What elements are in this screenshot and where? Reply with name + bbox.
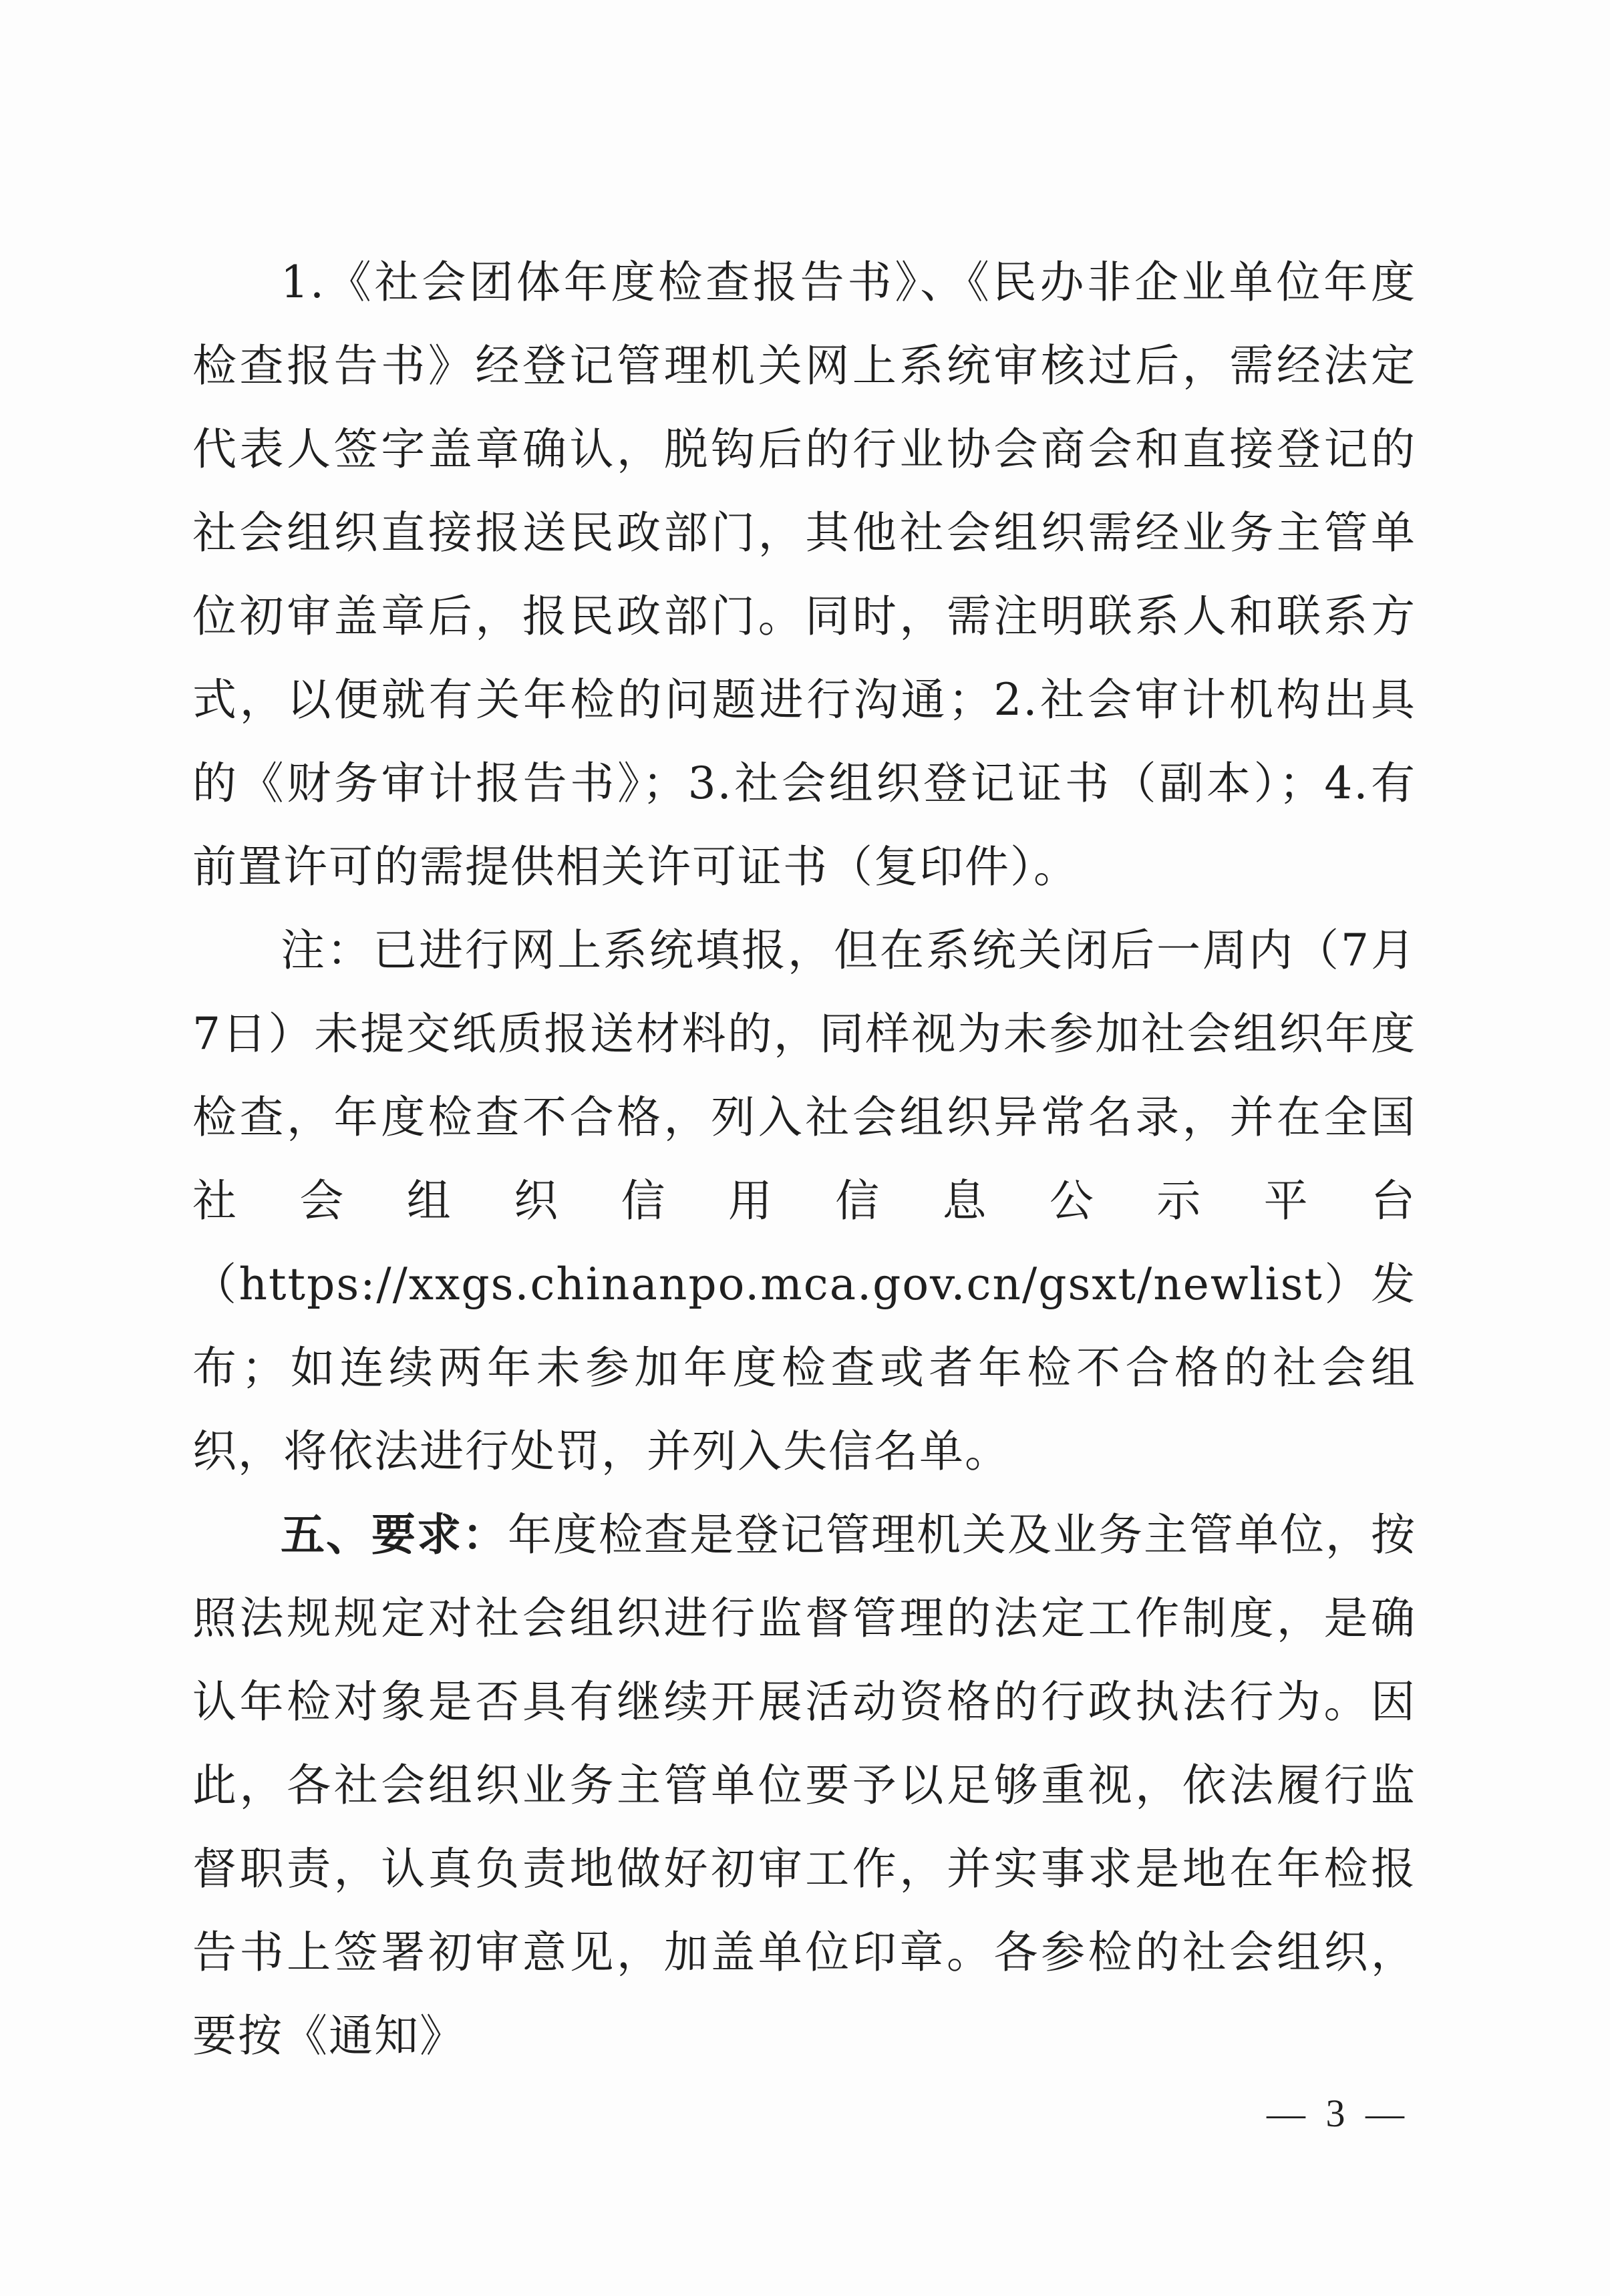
paragraph-requirements [192, 1493, 1416, 2078]
paragraph-materials: 1.《社会团体年度检查报告书》、《民办非企业单位年度检查报告书》经登记管理机关网上系统审核过后，需经法定代表人签字盖章确认，脱钩后的行业协会商会和直接登记的社会组织直接报送民政部门，其他社会组织需经业务主管单位初审盖章后，报民政部门。同时，需注明联系人和联系方式，以便就有关年检的问题进行沟通；2.社会审计机构出具的《财务审计报告书》；3.社会组织登记证书（副本）；4.有前置许可的需提供相关许可证书（复印件）。 [192, 257, 1416, 892]
paragraph-note: 注：已进行网上系统填报，但在系统关闭后一周内（7月7日）未提交纸质报送材料的，同样视为未参加社会组织年度检查，年度检查不合格，列入社会组织异常名录，并在全国社会组织信用信息公示平台（https://xxgs.chinanpo.mca.gov.cn/gsxt/newlist）发布；如连续两年未参加年度检查或者年检不合格的社会组织，将依法进行处罚，并列入失信名单。 [192, 925, 1416, 1477]
page-number: — 3 — [1267, 2092, 1410, 2135]
requirements-body: 年度检查是登记管理机关及业务主管单位，按照法规规定对社会组织进行监督管理的法定工作制度，是确认年检对象是否具有继续开展活动资格的行政执法行为。因此，各社会组织业务主管单位要予以足够重视，依法履行监督职责，认真负责地做好初审工作，并实事求是地在年检报告书上签署初审意见，加盖单位印章。各参检的社会组织，要按《通知》 [192, 1509, 1416, 2062]
requirements-heading: 五、要求： [281, 1509, 508, 1561]
document-body [192, 240, 1416, 2078]
